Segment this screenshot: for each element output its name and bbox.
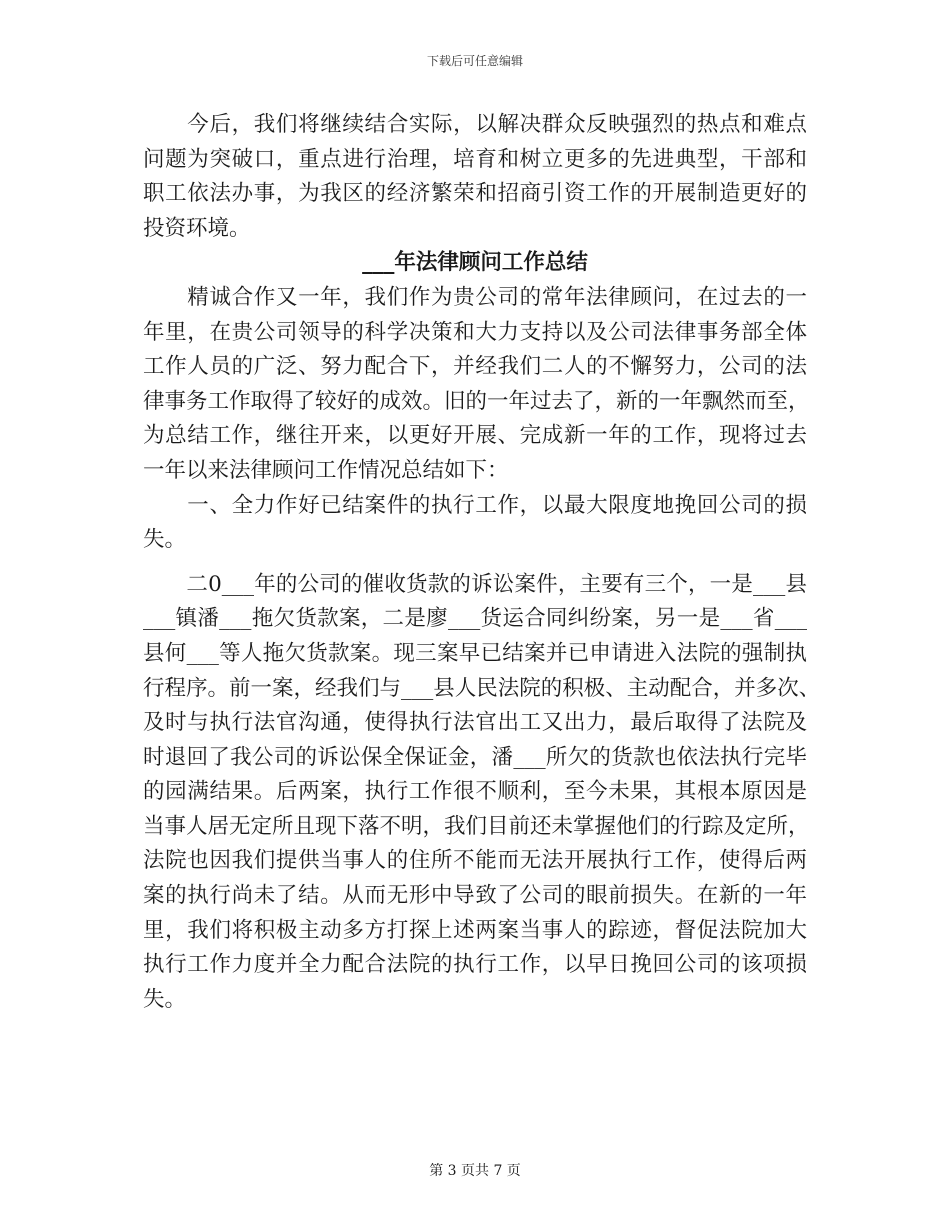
page-header-note: 下载后可任意编辑	[426, 54, 523, 68]
paragraph-line: 职工依法办事，为我区的经济繁荣和招商引资工作的开展制造更好的	[143, 181, 807, 207]
paragraph-line: 的园满结果。后两案，执行工作很不顺利，至今未果，其根本原因是	[143, 779, 807, 805]
paragraph-line: 工作人员的广泛、努力配合下，并经我们二人的不懈努力，公司的法	[143, 354, 807, 380]
paragraph-line: 二0___年的公司的催收货款的诉讼案件，主要有三个，一是___县	[143, 571, 807, 597]
document-body	[143, 108, 821, 1017]
paragraph-line: 一年以来法律顾问工作情况总结如下：	[143, 457, 509, 483]
paragraph-line: 一、全力作好已结案件的执行工作，以最大限度地挽回公司的损	[143, 492, 807, 518]
paragraph-line: 年里，在贵公司领导的科学决策和大力支持以及公司法律事务部全体	[143, 319, 807, 345]
paragraph-line: 里，我们将积极主动多方打探上述两案当事人的踪迹，督促法院加大	[143, 917, 807, 943]
paragraph-line: 律事务工作取得了较好的成效。旧的一年过去了，新的一年飘然而至，	[143, 388, 810, 414]
paragraph-line: 投资环境。	[143, 215, 251, 241]
paragraph-line: 案的执行尚未了结。从而无形中导致了公司的眼前损失。在新的一年	[143, 883, 807, 909]
page-number: 第 3 页共 7 页	[429, 1163, 521, 1179]
paragraph-line: 执行工作力度并全力配合法院的执行工作，以早日挽回公司的该项损	[143, 952, 807, 978]
paragraph-line: 问题为突破口，重点进行治理，培育和树立更多的先进典型，干部和	[143, 146, 807, 172]
paragraph-line: 今后，我们将继续结合实际，以解决群众反映强烈的热点和难点	[143, 112, 807, 137]
paragraph-line: 时退回了我公司的诉讼保全保证金，潘___所欠的货款也依法执行完毕	[143, 744, 807, 770]
paragraph-line: 为总结工作，继往开来，以更好开展、完成新一年的工作，现将过去	[143, 423, 807, 449]
paragraph-line: 失。	[143, 986, 187, 1012]
paragraph-line: 失。	[143, 527, 187, 553]
paragraph-line: 法院也因我们提供当事人的住所不能而无法开展执行工作，使得后两	[143, 848, 807, 874]
section-title: ___年法律顾问工作总结	[362, 250, 588, 276]
paragraph-line: 及时与执行法官沟通，使得执行法官出工又出力，最后取得了法院及	[143, 710, 807, 736]
paragraph-line: 行程序。前一案，经我们与___县人民法院的积极、主动配合，并多次、	[143, 675, 821, 701]
paragraph-line: 县何___等人拖欠货款案。现三案早已结案并已申请进入法院的强制执	[143, 640, 807, 666]
paragraph-line: 精诚合作又一年，我们作为贵公司的常年法律顾问，在过去的一	[143, 284, 807, 310]
paragraph-line: ___镇潘___拖欠货款案，二是廖___货运合同纠纷案，另一是___省___	[143, 606, 807, 632]
paragraph-line: 当事人居无定所且现下落不明，我们目前还未掌握他们的行踪及定所，	[143, 813, 810, 839]
